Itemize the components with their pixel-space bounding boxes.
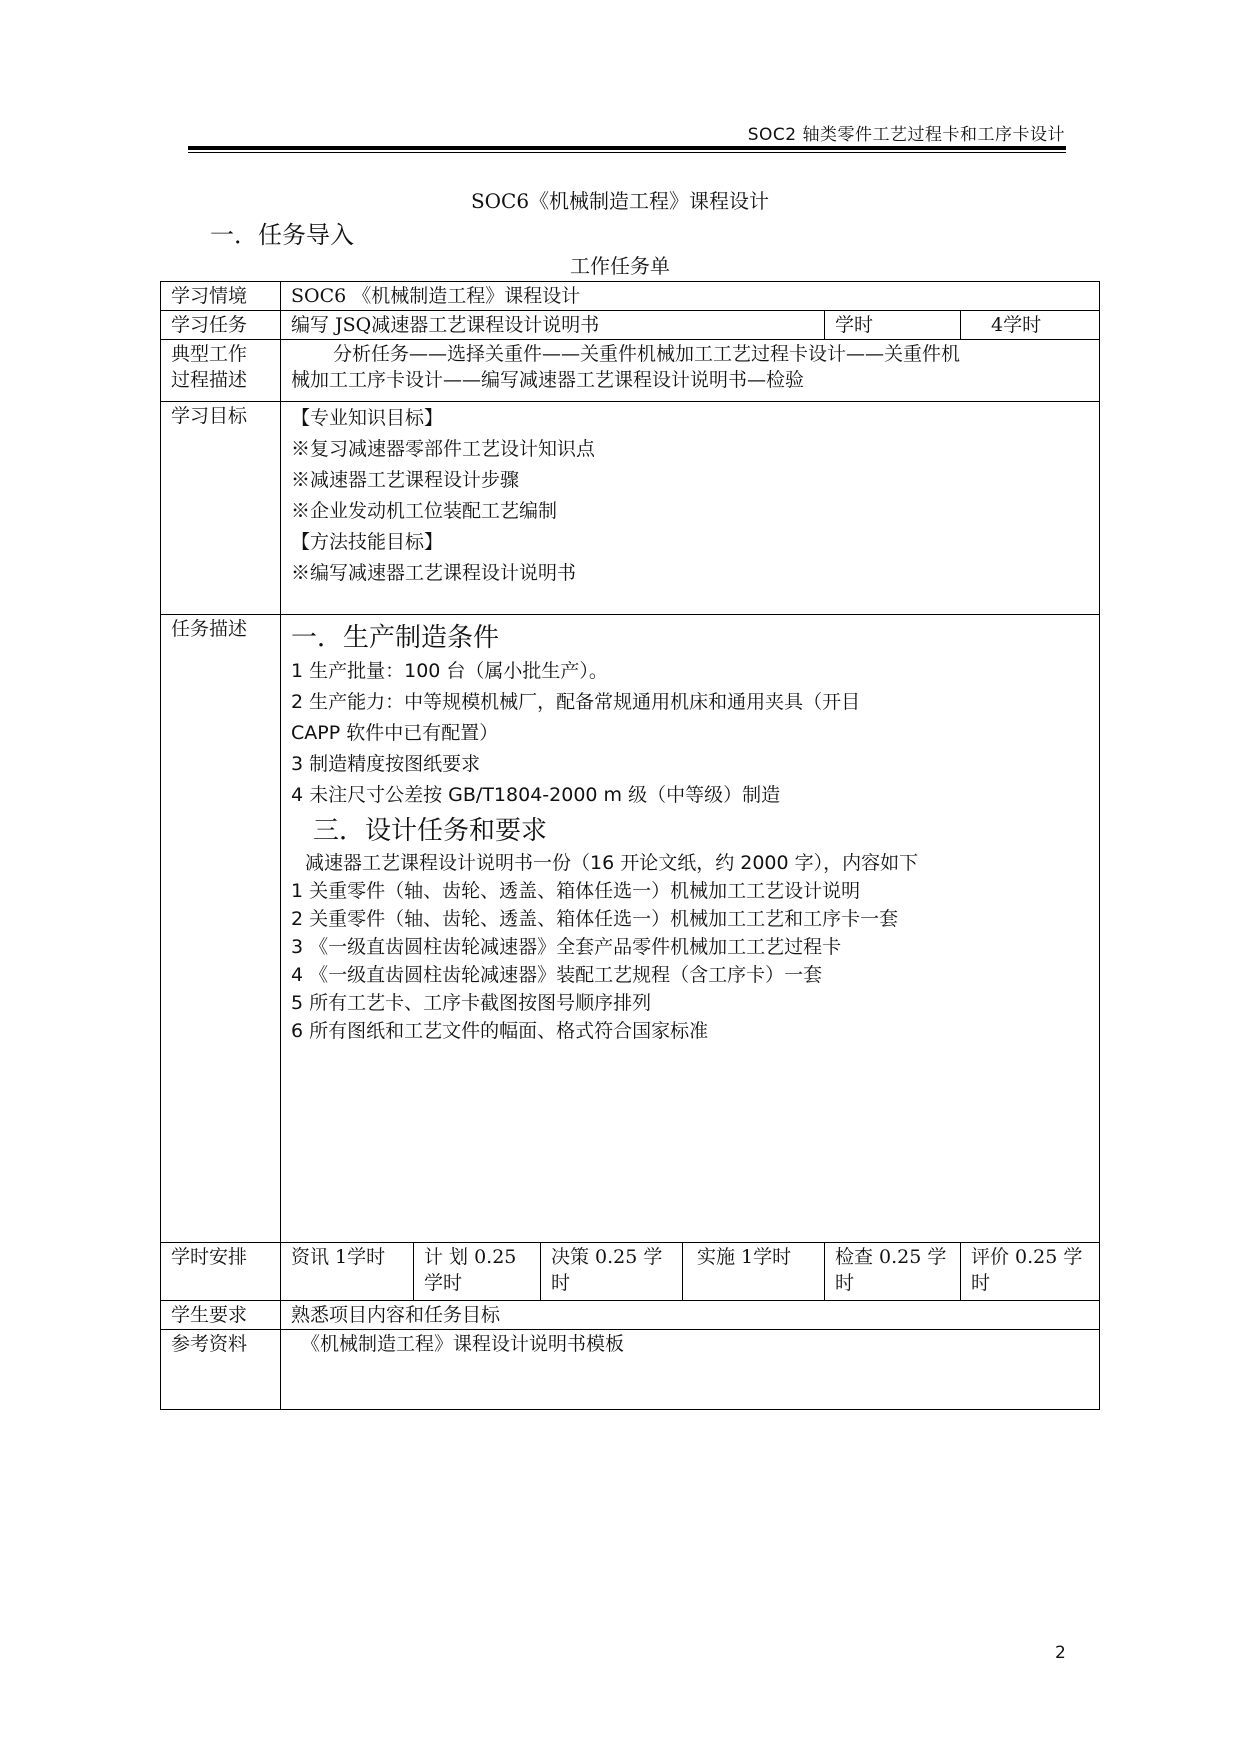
row-references: [161, 1330, 1100, 1410]
situation-label: 学习情境: [161, 282, 281, 311]
schedule-item: [825, 1243, 961, 1301]
row-schedule: [161, 1243, 1100, 1301]
goal-item: ※减速器工艺课程设计步骤: [291, 469, 520, 491]
running-header: SOC2 轴类零件工艺过程卡和工序卡设计: [747, 125, 1065, 145]
requirement-item: 2 关重零件（轴、齿轮、透盖、箱体任选一）机械加工工艺和工序卡一套: [291, 908, 899, 930]
task-hours-value: 4学时: [961, 311, 1100, 340]
schedule-item-line2: 学时: [424, 1272, 463, 1294]
process-line1: 分析任务——选择关重件——关重件机械加工工艺过程卡设计——关重件机: [333, 343, 961, 365]
schedule-item: [683, 1243, 825, 1301]
schedule-item: [541, 1243, 683, 1301]
schedule-item-line1: 检查 0.25 学: [835, 1246, 947, 1268]
description-label: 任务描述: [161, 615, 281, 1243]
row-task: [161, 311, 1100, 340]
goals-label: 学习目标: [161, 402, 281, 615]
section-heading: 一．任务导入: [210, 221, 354, 249]
row-process: [161, 340, 1100, 402]
schedule-item: [414, 1243, 541, 1301]
situation-value: SOC6 《机械制造工程》课程设计: [281, 282, 1100, 311]
process-label-line2: 过程描述: [171, 369, 248, 391]
schedule-item-line1: 决策 0.25 学: [551, 1246, 663, 1268]
header-rule-thick: [188, 146, 1066, 150]
condition-item: 4 未注尺寸公差按 GB/T1804-2000 m 级（中等级）制造: [291, 784, 781, 806]
process-label-line1: 典型工作: [171, 343, 248, 365]
condition-item: 2 生产能力：中等规模机械厂，配备常规通用机床和通用夹具（开目: [291, 691, 861, 713]
schedule-item-line2: 时: [835, 1272, 855, 1294]
goal-item: ※编写减速器工艺课程设计说明书: [291, 562, 577, 584]
document-title: SOC6《机械制造工程》课程设计: [470, 189, 770, 213]
student-value: 熟悉项目内容和任务目标: [281, 1301, 1100, 1330]
condition-item: CAPP 软件中已有配置）: [291, 722, 499, 744]
schedule-label: 学时安排: [161, 1243, 281, 1301]
schedule-item-line1: 计 划 0.25: [424, 1246, 517, 1268]
requirements-intro: 减速器工艺课程设计说明书一份（16 开论文纸，约 2000 字），内容如下: [305, 852, 919, 874]
condition-item: 3 制造精度按图纸要求: [291, 753, 481, 775]
table-title: 工作任务单: [570, 254, 670, 278]
design-requirements-heading: 三．设计任务和要求: [313, 816, 548, 846]
condition-item: 1 生产批量：100 台（属小批生产）。: [291, 660, 608, 682]
goal-item: 【专业知识目标】: [291, 407, 444, 429]
process-line2: 械加工工序卡设计——编写减速器工艺课程设计说明书—检验: [291, 369, 805, 391]
process-value: [281, 340, 1100, 402]
requirement-item: 5 所有工艺卡、工序卡截图按图号顺序排列: [291, 992, 652, 1014]
requirement-item: 6 所有图纸和工艺文件的幅面、格式符合国家标准: [291, 1020, 709, 1042]
row-goals: [161, 402, 1100, 615]
work-task-table: [160, 281, 1100, 1410]
task-hours-label: 学时: [825, 311, 961, 340]
row-situation: [161, 282, 1100, 311]
goal-item: ※复习减速器零部件工艺设计知识点: [291, 438, 596, 460]
schedule-item-line2: 时: [971, 1272, 991, 1294]
task-label: 学习任务: [161, 311, 281, 340]
header-rule-thin: [188, 152, 1066, 153]
references-value: 《机械制造工程》课程设计说明书模板: [281, 1330, 1100, 1410]
student-label: 学生要求: [161, 1301, 281, 1330]
goal-item: 【方法技能目标】: [291, 531, 444, 553]
description-value: [281, 615, 1100, 1243]
row-student: [161, 1301, 1100, 1330]
requirement-item: 1 关重零件（轴、齿轮、透盖、箱体任选一）机械加工工艺设计说明: [291, 880, 861, 902]
requirement-item: 4 《一级直齿圆柱齿轮减速器》装配工艺规程（含工序卡）一套: [291, 964, 823, 986]
production-conditions-heading: 一．生产制造条件: [291, 623, 500, 653]
schedule-item-line1: 实施 1学时: [697, 1246, 792, 1268]
schedule-item: [961, 1243, 1100, 1301]
goal-item: ※企业发动机工位装配工艺编制: [291, 500, 558, 522]
references-label: 参考资料: [161, 1330, 281, 1410]
schedule-item-line2: 时: [551, 1272, 571, 1294]
schedule-item-line1: 评价 0.25 学: [971, 1246, 1083, 1268]
goals-value: [281, 402, 1100, 615]
process-label: [161, 340, 281, 402]
page-number: 2: [1055, 1643, 1066, 1663]
task-value: 编写 JSQ减速器工艺课程设计说明书: [281, 311, 825, 340]
schedule-item: [281, 1243, 414, 1301]
requirement-item: 3 《一级直齿圆柱齿轮减速器》全套产品零件机械加工工艺过程卡: [291, 936, 842, 958]
schedule-item-line1: 资讯 1学时: [291, 1246, 386, 1268]
row-description: [161, 615, 1100, 1243]
